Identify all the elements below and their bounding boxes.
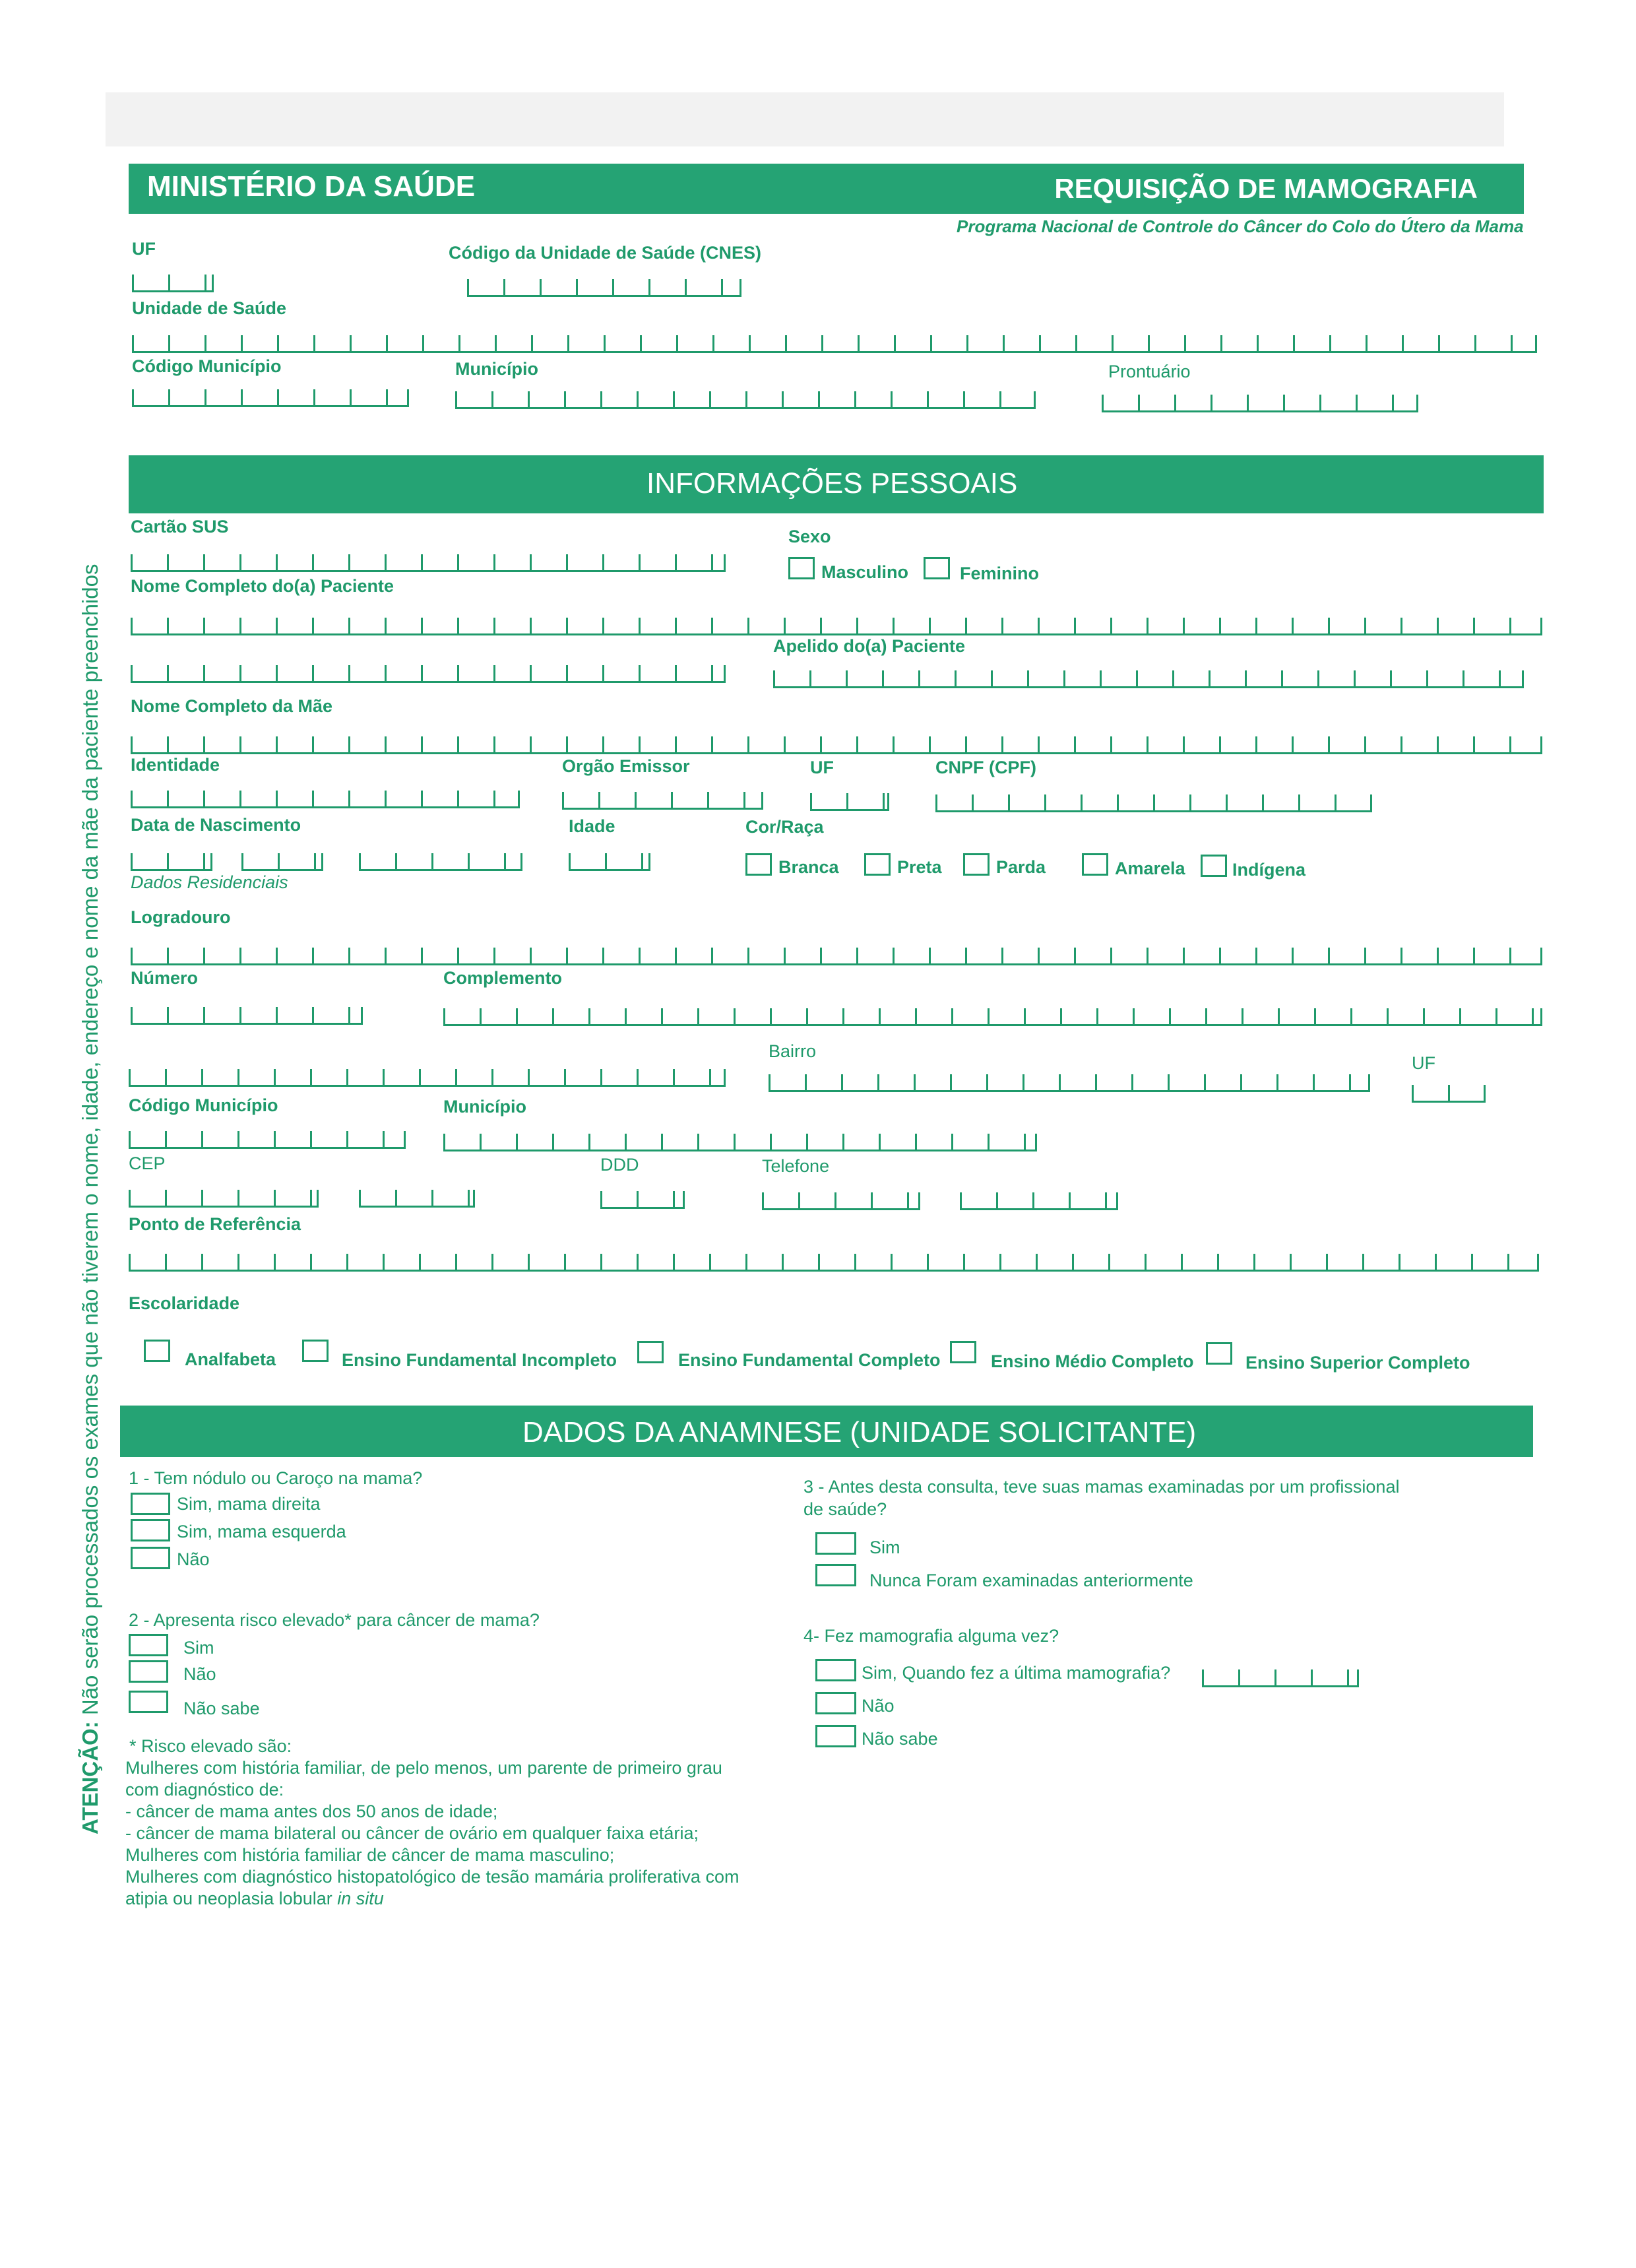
complemento-label: Complemento: [443, 968, 563, 988]
nome-paciente-label: Nome Completo do(a) Paciente: [131, 576, 394, 596]
cor-raca-label: Cor/Raça: [745, 817, 824, 837]
q1-sim-direita-checkbox[interactable]: [131, 1493, 170, 1515]
q2-nao-sabe-label: Não sabe: [183, 1699, 260, 1718]
unidade-label: Unidade de Saúde: [132, 298, 287, 318]
uf-id-input[interactable]: [810, 788, 889, 811]
q4-nao-sabe-label: Não sabe: [862, 1729, 938, 1749]
branca-checkbox[interactable]: [745, 853, 772, 876]
q2-nao-label: Não: [183, 1664, 216, 1684]
data-nascimento-ano[interactable]: [359, 848, 522, 871]
q4-text: 4- Fez mamografia alguma vez?: [803, 1626, 1059, 1646]
municipio-label: Município: [455, 359, 538, 379]
q3-nunca-checkbox[interactable]: [815, 1564, 856, 1586]
apelido-input[interactable]: [773, 665, 1524, 688]
ddd-input[interactable]: [600, 1186, 685, 1209]
risk-note-line: com diagnóstico de:: [125, 1780, 284, 1799]
nome-mae-label: Nome Completo da Mãe: [131, 696, 333, 716]
preta-label: Preta: [897, 857, 942, 877]
q3-text-2: de saúde?: [803, 1499, 887, 1519]
data-nascimento-label: Data de Nascimento: [131, 815, 301, 835]
uf-input[interactable]: [132, 269, 214, 292]
q4-sim-label: Sim, Quando fez a última mamografia?: [862, 1663, 1171, 1683]
orgao-emissor-input[interactable]: [562, 787, 763, 810]
nome-paciente-input[interactable]: [131, 612, 1542, 635]
q2-nao-checkbox[interactable]: [129, 1660, 168, 1683]
cartao-sus-label: Cartão SUS: [131, 517, 229, 536]
q1-sim-direita-label: Sim, mama direita: [177, 1494, 321, 1514]
superior-completo-label: Ensino Superior Completo: [1245, 1353, 1470, 1373]
indigena-checkbox[interactable]: [1201, 855, 1227, 877]
feminino-label: Feminino: [960, 564, 1039, 583]
prontuario-label: Prontuário: [1108, 362, 1191, 381]
prontuario-input[interactable]: [1102, 389, 1418, 412]
escolaridade-label: Escolaridade: [129, 1293, 240, 1313]
q1-nao-label: Não: [177, 1549, 210, 1569]
fund-completo-checkbox[interactable]: [637, 1341, 664, 1363]
branca-label: Branca: [778, 857, 839, 877]
idade-label: Idade: [569, 816, 615, 836]
numero-input[interactable]: [131, 1002, 363, 1025]
parda-label: Parda: [996, 857, 1046, 877]
risk-note-line: - câncer de mama bilateral ou câncer de ovário em qualquer faixa etária;: [125, 1823, 699, 1843]
q3-sim-checkbox[interactable]: [815, 1532, 856, 1555]
municipio-input[interactable]: [455, 386, 1036, 409]
risk-note-in-situ: in situ: [337, 1889, 384, 1908]
nome-mae-input[interactable]: [131, 731, 1542, 754]
uf-residencia-label: UF: [1412, 1053, 1435, 1073]
ponto-referencia-label: Ponto de Referência: [129, 1214, 301, 1234]
municipio-res-label: Município: [443, 1097, 526, 1117]
orgao-emissor-label: Orgão Emissor: [562, 756, 690, 776]
personal-info-bar: [129, 455, 1544, 513]
q4-nao-checkbox[interactable]: [815, 1692, 856, 1714]
risk-note-line: * Risco elevado são:: [129, 1736, 292, 1756]
medio-completo-label: Ensino Médio Completo: [991, 1351, 1194, 1371]
preta-checkbox[interactable]: [864, 853, 891, 876]
q4-sim-checkbox[interactable]: [815, 1659, 856, 1681]
analfabeta-label: Analfabeta: [185, 1349, 276, 1369]
ddd-label: DDD: [600, 1155, 639, 1175]
risk-note-last-prefix: atipia ou neoplasia lobular: [125, 1889, 338, 1908]
q4-nao-label: Não: [862, 1696, 895, 1716]
attention-text: Não serão processados os exames que não tiverem o nome, idade, endereço e nome da mãe da paciente preenchidos: [78, 564, 102, 1722]
q3-sim-label: Sim: [869, 1538, 900, 1557]
anamnese-title: DADOS DA ANAMNESE (UNIDADE SOLICITANTE): [522, 1416, 1197, 1448]
q1-text: 1 - Tem nódulo ou Caroço na mama?: [129, 1468, 423, 1488]
uf-residencia-input[interactable]: [1412, 1080, 1486, 1103]
amarela-checkbox[interactable]: [1082, 853, 1108, 876]
cpf-input[interactable]: [935, 789, 1372, 812]
attention-label: ATENÇÃO:: [78, 1721, 102, 1834]
header-bar: [129, 164, 1524, 214]
masculino-checkbox[interactable]: [788, 557, 815, 579]
sexo-label: Sexo: [788, 527, 831, 546]
cartao-sus-input[interactable]: [131, 549, 726, 572]
amarela-label: Amarela: [1115, 859, 1185, 878]
cep-label: CEP: [129, 1153, 166, 1173]
feminino-checkbox[interactable]: [924, 557, 950, 579]
superior-completo-checkbox[interactable]: [1206, 1342, 1232, 1365]
anamnese-bar: [120, 1406, 1533, 1457]
logradouro-input[interactable]: [131, 942, 1542, 965]
q1-sim-esquerda-label: Sim, mama esquerda: [177, 1522, 346, 1541]
identidade-input[interactable]: [131, 785, 520, 808]
uf-id-label: UF: [810, 758, 834, 777]
analfabeta-checkbox[interactable]: [144, 1340, 170, 1362]
q1-sim-esquerda-checkbox[interactable]: [131, 1519, 170, 1541]
codigo-municipio-input[interactable]: [132, 384, 409, 407]
ponto-referencia-input[interactable]: [129, 1248, 1539, 1272]
risk-notes: [125, 1735, 739, 1910]
cep-input-2[interactable]: [359, 1184, 475, 1208]
q2-text: 2 - Apresenta risco elevado* para câncer de mama?: [129, 1610, 540, 1630]
personal-info-title: INFORMAÇÕES PESSOAIS: [646, 467, 1018, 500]
telefone-input-2[interactable]: [960, 1187, 1118, 1210]
q4-ultima-mamografia-input[interactable]: [1202, 1664, 1359, 1687]
attention-side-note: [78, 564, 103, 1834]
program-subtitle: Programa Nacional de Controle do Câncer do Colo do Útero da Mama: [957, 216, 1524, 236]
complemento-input-2[interactable]: [129, 1064, 726, 1087]
risk-note-line: - câncer de mama antes dos 50 anos de idade;: [125, 1801, 498, 1821]
apelido-label: Apelido do(a) Paciente: [773, 636, 966, 656]
q4-nao-sabe-checkbox[interactable]: [815, 1725, 856, 1747]
cpf-label: CNPF (CPF): [935, 758, 1036, 777]
codigo-municipio-res-input[interactable]: [129, 1126, 406, 1149]
data-nascimento-dia[interactable]: [131, 848, 212, 871]
q2-sim-label: Sim: [183, 1638, 214, 1658]
numero-label: Número: [131, 968, 199, 988]
q3-text: 3 - Antes desta consulta, teve suas mamas examinadas por um profissional: [803, 1477, 1400, 1497]
indigena-label: Indígena: [1232, 860, 1306, 880]
masculino-label: Masculino: [821, 562, 909, 582]
codigo-municipio-res-label: Código Município: [129, 1095, 278, 1115]
complemento-input[interactable]: [443, 1003, 1542, 1026]
risk-note-line: Mulheres com história familiar de câncer de mama masculino;: [125, 1845, 615, 1865]
idade-input[interactable]: [569, 848, 650, 871]
bairro-label: Bairro: [769, 1041, 817, 1061]
ministry-title: MINISTÉRIO DA SAÚDE: [147, 170, 476, 203]
municipio-res-input[interactable]: [443, 1128, 1037, 1151]
q3-nunca-label: Nunca Foram examinadas anteriormente: [869, 1571, 1193, 1590]
fund-incompleto-label: Ensino Fundamental Incompleto: [342, 1350, 617, 1370]
q2-sim-checkbox[interactable]: [129, 1634, 168, 1656]
nome-paciente-input-2[interactable]: [131, 660, 726, 683]
parda-checkbox[interactable]: [963, 853, 990, 876]
codigo-municipio-label: Código Município: [132, 356, 282, 376]
risk-note-line: Mulheres com diagnóstico histopatológico de tesão mamária proliferativa com: [125, 1867, 739, 1887]
dados-residenciais-label: Dados Residenciais: [131, 872, 288, 892]
fund-completo-label: Ensino Fundamental Completo: [678, 1350, 941, 1370]
uf-label: UF: [132, 239, 156, 259]
unidade-input[interactable]: [132, 330, 1537, 353]
fund-incompleto-checkbox[interactable]: [302, 1340, 329, 1362]
cnes-label: Código da Unidade de Saúde (CNES): [449, 243, 762, 263]
form-title: REQUISIÇÃO DE MAMOGRAFIA: [1054, 173, 1478, 204]
medio-completo-checkbox[interactable]: [950, 1341, 976, 1363]
telefone-input-1[interactable]: [762, 1187, 920, 1210]
logradouro-label: Logradouro: [131, 907, 231, 927]
risk-note-last-line: [125, 1888, 739, 1910]
risk-note-line: Mulheres com história familiar, de pelo menos, um parente de primeiro grau: [125, 1758, 722, 1778]
data-nascimento-mes[interactable]: [241, 848, 323, 871]
cep-input-1[interactable]: [129, 1184, 319, 1208]
q2-nao-sabe-checkbox[interactable]: [129, 1691, 168, 1713]
identidade-label: Identidade: [131, 755, 220, 775]
bairro-input[interactable]: [769, 1069, 1370, 1092]
q1-nao-checkbox[interactable]: [131, 1547, 170, 1569]
telefone-label: Telefone: [762, 1156, 830, 1176]
cnes-input[interactable]: [467, 274, 741, 297]
